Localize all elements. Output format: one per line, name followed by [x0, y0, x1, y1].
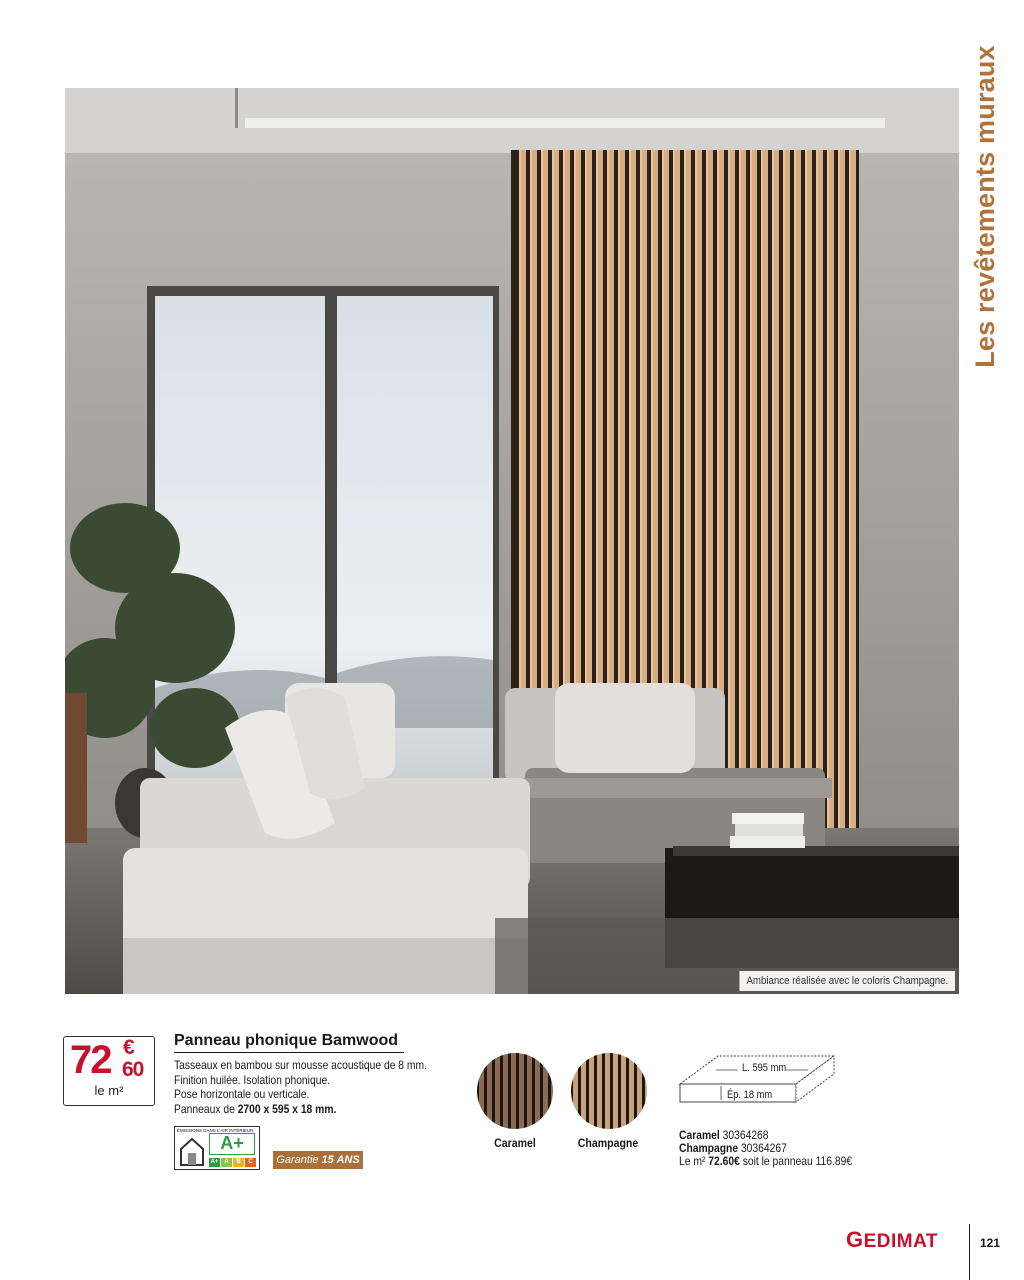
- air-scale-a: A: [221, 1158, 232, 1167]
- price-currency: €: [123, 1036, 135, 1059]
- ref-champagne-code: 30364267: [740, 1141, 787, 1155]
- champagne-slat-icon: [571, 1053, 647, 1129]
- ref-panel-price: soit le panneau 116.89€: [742, 1154, 853, 1168]
- ref-champagne-label: Champagne: [679, 1141, 739, 1155]
- logo-initial: G: [846, 1227, 864, 1252]
- air-scale-c: C: [245, 1158, 256, 1167]
- price-integer: 72: [70, 1038, 111, 1082]
- air-grade: A+: [209, 1133, 255, 1155]
- ref-caramel-code: 30364268: [722, 1128, 769, 1142]
- air-scale-aplus: A+: [210, 1159, 219, 1165]
- room-illustration: [65, 88, 959, 994]
- desc-line: Tasseaux en bambou sur mousse acoustique de 8 mm.: [174, 1058, 427, 1072]
- warranty-value: 15 ANS: [321, 1154, 360, 1166]
- dimension-thickness: Ép. 18 mm: [727, 1089, 773, 1101]
- warranty-badge: [273, 1151, 363, 1169]
- price-decimal: 60: [122, 1058, 144, 1081]
- page-separator: [969, 1224, 970, 1280]
- price-unit: le m²: [94, 1083, 124, 1098]
- desc-dimensions: 2700 x 595 x 18 mm.: [237, 1101, 337, 1116]
- ref-price-m2: 72.60€: [708, 1154, 740, 1168]
- price-box: [63, 1036, 155, 1106]
- product-references: [679, 1129, 852, 1168]
- air-scale-b: B: [233, 1158, 244, 1167]
- swatch-caramel[interactable]: [477, 1053, 553, 1129]
- swatch-label-caramel: Caramel: [494, 1136, 536, 1150]
- house-icon: [179, 1135, 205, 1167]
- warranty-prefix: Garantie: [276, 1154, 322, 1166]
- desc-line: Finition huilée. Isolation phonique.: [174, 1072, 331, 1087]
- room-photo: [65, 88, 959, 994]
- air-emissions-header: ÉMISSIONS DANS L'AIR INTÉRIEUR: [177, 1128, 254, 1133]
- section-title-text: Les revêtements muraux: [969, 44, 1000, 368]
- gedimat-logo: [846, 1227, 938, 1253]
- desc-line: Pose horizontale ou verticale.: [174, 1087, 310, 1101]
- product-title: Panneau phonique Bamwood: [174, 1032, 404, 1053]
- swatch-label-champagne: Champagne: [577, 1136, 639, 1150]
- section-title: [968, 36, 1002, 376]
- desc-dimensions-prefix: Panneaux de: [174, 1101, 238, 1116]
- ref-price-prefix: Le m²: [679, 1154, 706, 1168]
- page-number: 121: [980, 1236, 1001, 1250]
- panel-dimensions-diagram: [676, 1050, 841, 1110]
- air-scale: [209, 1158, 256, 1167]
- swatch-champagne[interactable]: [571, 1053, 647, 1129]
- desc-line: [174, 1102, 458, 1117]
- ref-caramel-label: Caramel: [679, 1128, 720, 1142]
- air-emissions-badge: [174, 1126, 260, 1170]
- product-description: [174, 1058, 458, 1116]
- logo-text: EDIMAT: [863, 1231, 939, 1252]
- ref-pricing: [679, 1155, 852, 1168]
- photo-caption: Ambiance réalisée avec le coloris Champagne.: [739, 971, 955, 991]
- dimension-length: L. 595 mm: [742, 1062, 787, 1074]
- caramel-slat-icon: [477, 1053, 553, 1129]
